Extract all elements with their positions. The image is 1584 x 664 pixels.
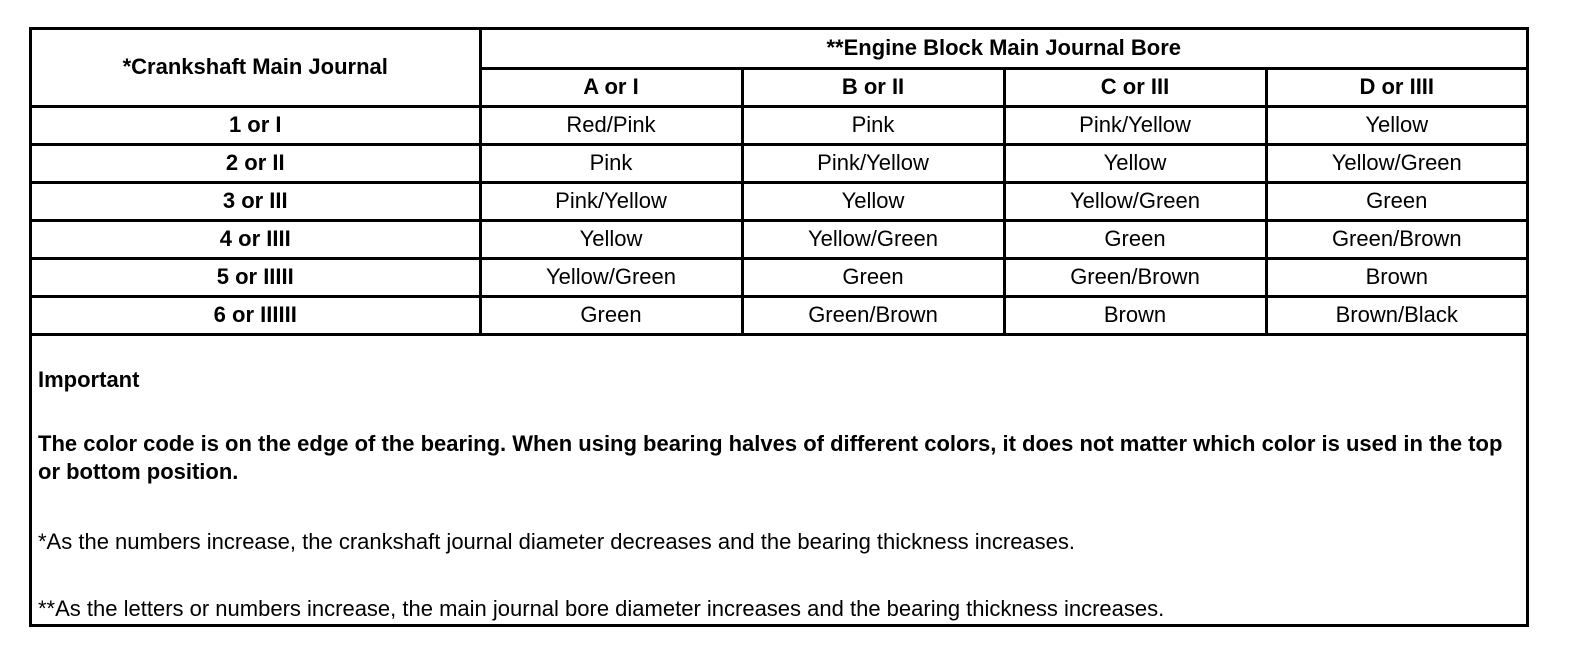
table-row bbox=[32, 296, 1526, 334]
row-label: 2 or II bbox=[32, 144, 480, 182]
table-row bbox=[32, 182, 1526, 220]
table-cell: Green bbox=[1266, 182, 1526, 220]
table-cell: Pink bbox=[742, 106, 1004, 144]
table-cell: Green bbox=[742, 258, 1004, 296]
table-cell: Brown bbox=[1266, 258, 1526, 296]
column-header-b: B or II bbox=[742, 68, 1004, 106]
table-cell: Yellow bbox=[1266, 106, 1526, 144]
table-row bbox=[32, 258, 1526, 296]
table-cell: Yellow/Green bbox=[742, 220, 1004, 258]
table-cell: Yellow/Green bbox=[1266, 144, 1526, 182]
table-cell: Green bbox=[480, 296, 742, 334]
table-cell: Green/Brown bbox=[1004, 258, 1266, 296]
table-row bbox=[32, 220, 1526, 258]
table-cell: Yellow/Green bbox=[1004, 182, 1266, 220]
table-cell: Green/Brown bbox=[1266, 220, 1526, 258]
table-cell: Red/Pink bbox=[480, 106, 742, 144]
crankshaft-journal-header: *Crankshaft Main Journal bbox=[32, 30, 480, 106]
footnote-crankshaft: *As the numbers increase, the crankshaft journal diameter decreases and the bearing thickness increases. bbox=[38, 529, 1076, 554]
row-label: 4 or IIII bbox=[32, 220, 480, 258]
engine-block-bore-header: **Engine Block Main Journal Bore bbox=[480, 30, 1526, 68]
column-header-a: A or I bbox=[480, 68, 742, 106]
table-cell: Yellow/Green bbox=[480, 258, 742, 296]
footnote-journal-bore: **As the letters or numbers increase, the main journal bore diameter increases and the bearing thickness increases. bbox=[38, 596, 1165, 621]
table-cell: Pink/Yellow bbox=[480, 182, 742, 220]
table-cell: Pink/Yellow bbox=[1004, 106, 1266, 144]
table-cell: Pink/Yellow bbox=[742, 144, 1004, 182]
table-cell: Green bbox=[1004, 220, 1266, 258]
bearing-color-table bbox=[32, 30, 1526, 336]
bearing-selection-chart bbox=[29, 27, 1529, 627]
important-label: Important bbox=[38, 367, 140, 392]
table-cell: Brown bbox=[1004, 296, 1266, 334]
row-label: 5 or IIIII bbox=[32, 258, 480, 296]
important-text: The color code is on the edge of the bearing. When using bearing halves of different colors, it does not matter which color is used in the top or bottom position. bbox=[38, 431, 1503, 484]
row-label: 3 or III bbox=[32, 182, 480, 220]
table-cell: Pink bbox=[480, 144, 742, 182]
table-row bbox=[32, 106, 1526, 144]
row-label: 1 or I bbox=[32, 106, 480, 144]
table-cell: Green/Brown bbox=[742, 296, 1004, 334]
table-cell: Yellow bbox=[1004, 144, 1266, 182]
table-cell: Yellow bbox=[742, 182, 1004, 220]
table-cell: Yellow bbox=[480, 220, 742, 258]
column-header-c: C or III bbox=[1004, 68, 1266, 106]
table-row bbox=[32, 144, 1526, 182]
column-header-d: D or IIII bbox=[1266, 68, 1526, 106]
row-label: 6 or IIIIII bbox=[32, 296, 480, 334]
table-cell: Brown/Black bbox=[1266, 296, 1526, 334]
